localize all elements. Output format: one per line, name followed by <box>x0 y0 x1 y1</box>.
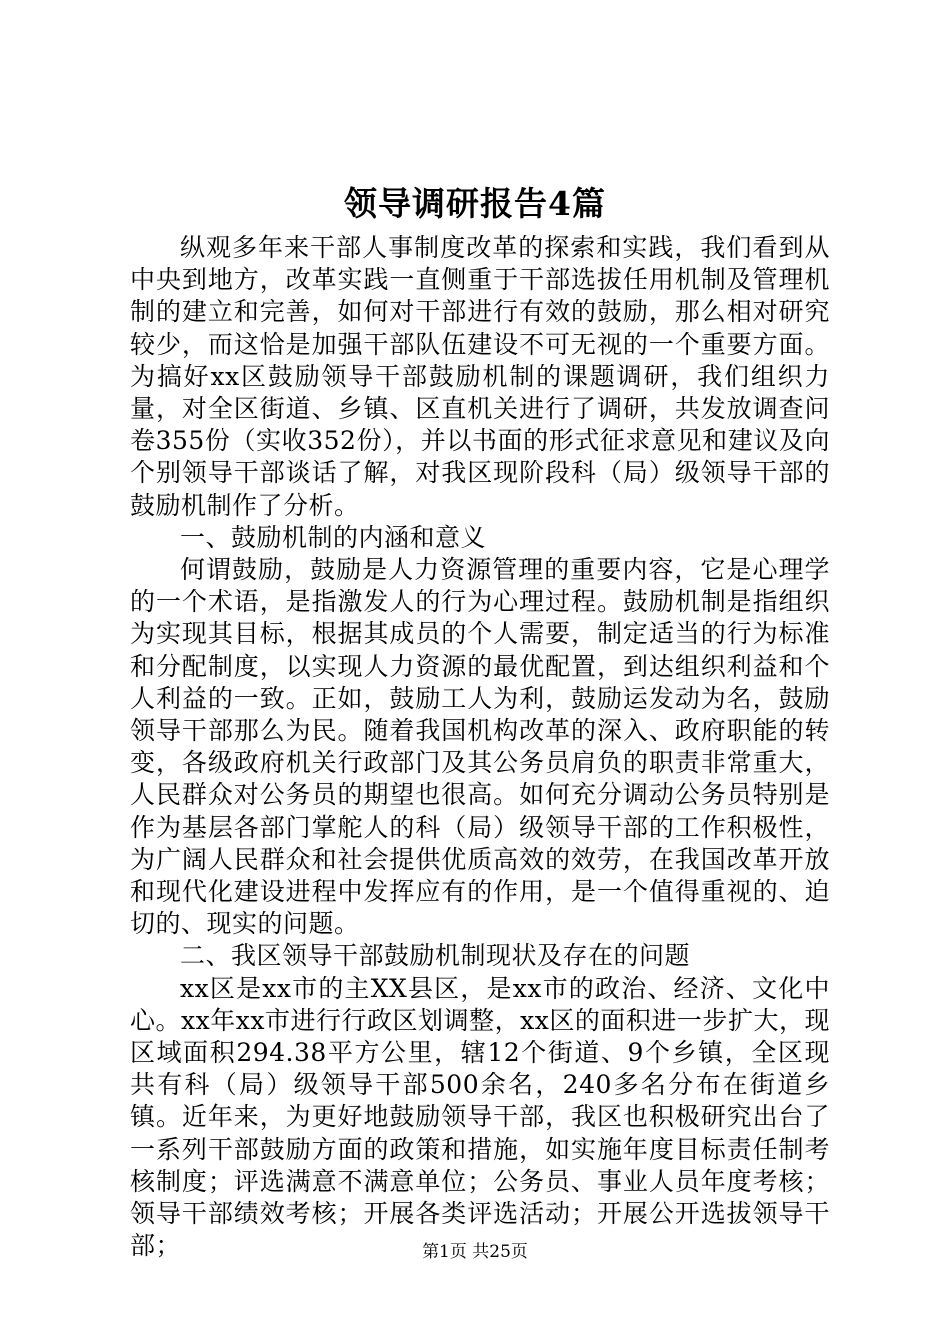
page-footer: 第1页 共25页 <box>422 1242 528 1262</box>
paragraph-section-1: 何谓鼓励，鼓励是人力资源管理的重要内容，它是心理学的一个术语，是指激发人的行为心理过程。鼓励机制是指组织为实现其目标，根据其成员的个人需要，制定适当的行为标准和分配制度，以实现人力资源的最优配置，到达组织利益和个人利益的一致。正如，鼓励工人为利，鼓励运发动为名，鼓励领导干部那么为民。随着我国机构改革的深入、政府职能的转变，各级政府机关行政部门及其公务员肩负的职责非常重大，人民群众对公务员的期望也很高。如何充分调动公务员特别是作为基层各部门掌舵人的科（局）级领导干部的工作积极性，为广阔人民群众和社会提供优质高效的效劳，在我国改革开放和现代化建设进程中发挥应有的作用，是一个值得重视的、迫切的、现实的问题。 <box>130 555 830 939</box>
paragraph-section-2: xx区是xx市的主XX县区，是xx市的政治、经济、文化中心。xx年xx市进行行政区划调整，xx区的面积进一步扩大，现区域面积294.38平方公里，辖12个街道、9个乡镇，全区现共有科（局）级领导干部500余名，240多名分布在街道乡镇。近年来，为更好地鼓励领导干部，我区也积极研究出台了一系列干部鼓励方面的政策和措施，如实施年度目标责任制考核制度；评选满意不满意单位；公务员、事业人员年度考核；领导干部绩效考核；开展各类评选活动；开展公开选拔领导干部； <box>130 973 830 1261</box>
section-heading-2: 二、我区领导干部鼓励机制现状及存在的问题 <box>180 941 691 971</box>
section-heading-1: 一、鼓励机制的内涵和意义 <box>180 522 487 552</box>
document-body <box>130 232 830 1263</box>
paragraph-intro: 纵观多年来干部人事制度改革的探索和实践，我们看到从中央到地方，改革实践一直侧重于干部选拔任用机制及管理机制的建立和完善，如何对干部进行有效的鼓励，那么相对研究较少，而这恰是加强干部队伍建设不可无视的一个重要方面。为搞好xx区鼓励领导干部鼓励机制的课题调研，我们组织力量，对全区街道、乡镇、区直机关进行了调研，共发放调查问卷355份（实收352份），并以书面的形式征求意见和建议及向个别领导干部谈话了解，对我区现阶段科（局）级领导干部的鼓励机制作了分析。 <box>130 233 830 520</box>
document-title: 领导调研报告4篇 <box>344 184 606 223</box>
